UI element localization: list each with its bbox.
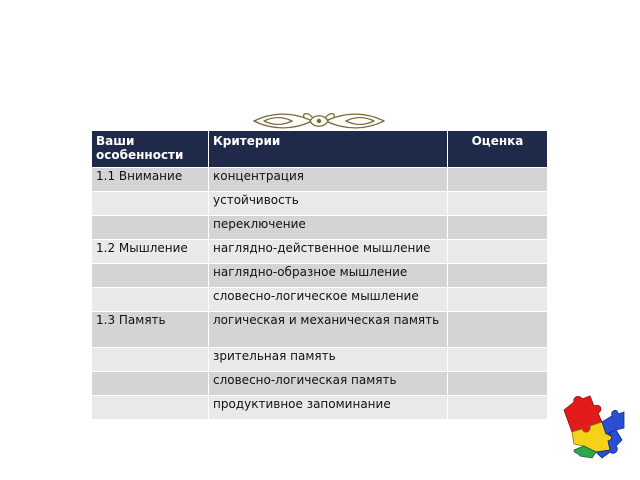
feature-cell	[92, 288, 209, 312]
feature-cell	[92, 216, 209, 240]
score-cell[interactable]	[448, 312, 548, 348]
score-cell[interactable]	[448, 168, 548, 192]
criterion-cell: зрительная память	[209, 348, 448, 372]
table-row	[92, 348, 548, 372]
score-cell[interactable]	[448, 240, 548, 264]
criterion-cell: логическая и механическая память	[209, 312, 448, 348]
criterion-cell: устойчивость	[209, 192, 448, 216]
criterion-cell: словесно-логическое мышление	[209, 288, 448, 312]
table-row	[92, 192, 548, 216]
table-row	[92, 240, 548, 264]
table-row	[92, 216, 548, 240]
score-cell[interactable]	[448, 192, 548, 216]
header-score: Оценка	[448, 131, 548, 168]
table-row	[92, 312, 548, 348]
feature-cell	[92, 348, 209, 372]
criterion-cell: концентрация	[209, 168, 448, 192]
score-cell[interactable]	[448, 288, 548, 312]
header-features: Ваши особенности	[92, 131, 209, 168]
score-cell[interactable]	[448, 264, 548, 288]
table-header-row	[92, 131, 548, 168]
score-cell[interactable]	[448, 396, 548, 420]
criterion-cell: наглядно-действенное мышление	[209, 240, 448, 264]
feature-cell	[92, 372, 209, 396]
table-row	[92, 372, 548, 396]
score-cell[interactable]	[448, 348, 548, 372]
score-cell[interactable]	[448, 216, 548, 240]
assessment-table	[92, 131, 548, 420]
feature-cell	[92, 264, 209, 288]
table-row	[92, 264, 548, 288]
flourish-ornament-icon	[252, 110, 386, 132]
criterion-cell: наглядно-образное мышление	[209, 264, 448, 288]
table-row	[92, 288, 548, 312]
table-row	[92, 396, 548, 420]
puzzle-pieces-icon	[560, 394, 626, 460]
feature-cell: 1.2 Мышление	[92, 240, 209, 264]
criterion-cell: переключение	[209, 216, 448, 240]
feature-cell	[92, 396, 209, 420]
feature-cell: 1.3 Память	[92, 312, 209, 348]
header-criteria: Критерии	[209, 131, 448, 168]
criterion-cell: продуктивное запоминание	[209, 396, 448, 420]
score-cell[interactable]	[448, 372, 548, 396]
table-row	[92, 168, 548, 192]
feature-cell	[92, 192, 209, 216]
feature-cell: 1.1 Внимание	[92, 168, 209, 192]
criterion-cell: словесно-логическая память	[209, 372, 448, 396]
